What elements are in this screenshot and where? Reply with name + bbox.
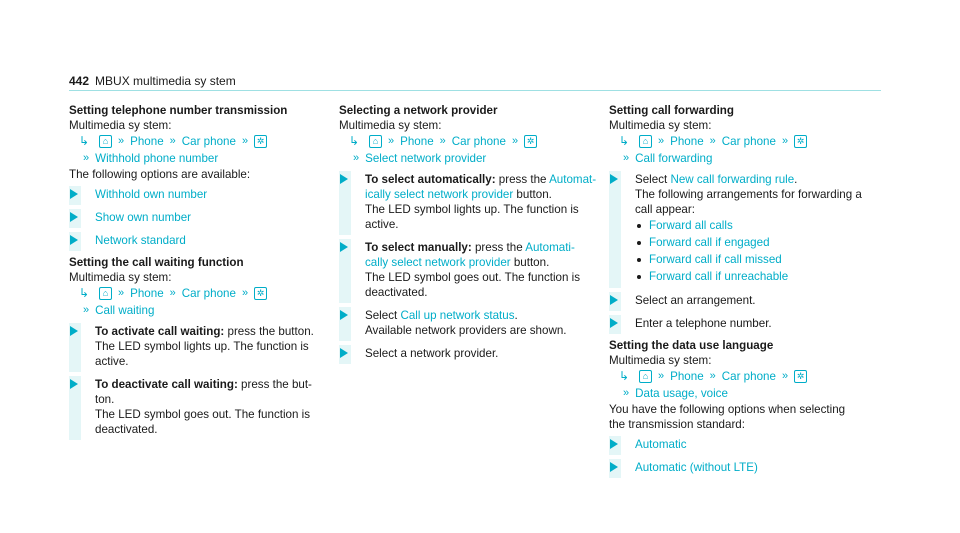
home-icon[interactable]: ⌂ xyxy=(99,287,112,300)
page-header xyxy=(69,72,881,92)
double-chevron-icon: » xyxy=(241,287,249,299)
list-item xyxy=(635,268,871,285)
step-triangle-icon xyxy=(70,326,78,336)
instruction-step xyxy=(69,323,331,372)
step-text: The LED symbol lights up. The function is xyxy=(365,203,579,216)
intro-text: the transmission standard: xyxy=(609,418,745,431)
step-label: To activate call waiting: xyxy=(95,325,225,338)
step-triangle-icon xyxy=(340,348,348,358)
step-text: Select xyxy=(365,309,401,322)
corner-arrow-icon: ↳ xyxy=(79,134,90,148)
settings-icon[interactable]: ✲ xyxy=(524,135,537,148)
step-triangle-icon xyxy=(610,439,618,449)
intro-text: The following options are available: xyxy=(69,168,251,181)
step-text: Available network providers are shown. xyxy=(365,324,567,337)
intro-text: You have the following options when selecting xyxy=(609,403,846,416)
list-item xyxy=(635,251,871,268)
settings-icon[interactable]: ✲ xyxy=(794,135,807,148)
step-text: button. xyxy=(510,256,550,269)
double-chevron-icon: » xyxy=(709,135,716,147)
step-label: To select manually: xyxy=(365,241,472,254)
section-heading: Selecting a network provider xyxy=(339,104,498,117)
list-item xyxy=(635,234,871,251)
settings-icon[interactable]: ✲ xyxy=(254,287,267,300)
option-automatic-without-lte[interactable]: Automatic (without LTE) xyxy=(635,461,758,474)
nav-call-forwarding[interactable]: Call forwarding xyxy=(635,152,713,165)
double-chevron-icon: » xyxy=(353,152,360,164)
corner-arrow-icon: ↳ xyxy=(619,134,630,148)
step-text: The LED symbol lights up. The function is xyxy=(95,340,309,353)
corner-arrow-icon: ↳ xyxy=(349,134,360,148)
nav-data-usage-voice[interactable]: Data usage, voice xyxy=(635,387,728,400)
manual-select-provider-link[interactable]: cally select network provider xyxy=(365,256,511,269)
step-text: active. xyxy=(95,355,129,368)
manual-select-provider-link[interactable]: Automati- xyxy=(525,241,575,254)
system-label: Multimedia sy stem: xyxy=(609,354,712,367)
step-triangle-icon xyxy=(340,242,348,252)
nav-path xyxy=(609,368,871,402)
page-number: 442 xyxy=(69,74,90,88)
double-chevron-icon: » xyxy=(658,135,665,147)
step-text: deactivated. xyxy=(95,423,158,436)
step-text: deactivated. xyxy=(365,286,428,299)
instruction-step xyxy=(609,292,871,311)
option-withhold-own-number[interactable]: Withhold own number xyxy=(95,188,208,201)
home-icon[interactable]: ⌂ xyxy=(369,135,382,148)
step-text: Select a network provider. xyxy=(365,347,499,360)
double-chevron-icon: » xyxy=(118,135,125,147)
step-text: The LED symbol goes out. The function is xyxy=(95,408,311,421)
home-icon[interactable]: ⌂ xyxy=(99,135,112,148)
settings-icon[interactable]: ✲ xyxy=(254,135,267,148)
double-chevron-icon: » xyxy=(169,287,176,299)
corner-arrow-icon: ↳ xyxy=(619,369,630,383)
double-chevron-icon: » xyxy=(439,135,446,147)
double-chevron-icon: » xyxy=(388,135,395,147)
bullet-dot-icon xyxy=(637,258,641,262)
option-step xyxy=(609,436,871,455)
double-chevron-icon: » xyxy=(118,287,125,299)
nav-car-phone[interactable]: Car phone xyxy=(451,135,506,148)
nav-path xyxy=(69,133,331,167)
system-label: Multimedia sy stem: xyxy=(339,119,442,132)
system-label: Multimedia sy stem: xyxy=(609,119,712,132)
call-up-network-status-link[interactable]: Call up network status xyxy=(400,309,515,322)
auto-select-provider-link[interactable]: Automat- xyxy=(549,173,597,186)
option-step xyxy=(609,459,871,478)
auto-select-provider-link[interactable]: ically select network provider xyxy=(365,188,514,201)
forward-if-missed-link[interactable]: Forward call if call missed xyxy=(649,253,782,266)
step-text: Enter a telephone number. xyxy=(635,317,772,330)
section-heading: Setting telephone number transmission xyxy=(69,104,288,117)
step-text: press the xyxy=(495,173,550,186)
double-chevron-icon: » xyxy=(658,370,665,382)
step-triangle-icon xyxy=(340,174,348,184)
forward-all-calls-link[interactable]: Forward all calls xyxy=(649,219,733,232)
double-chevron-icon: » xyxy=(623,152,630,164)
nav-select-network-provider[interactable]: Select network provider xyxy=(365,152,487,165)
home-icon[interactable]: ⌂ xyxy=(639,370,652,383)
section-heading: Setting the call waiting function xyxy=(69,256,244,269)
corner-arrow-icon: ↳ xyxy=(79,286,90,300)
step-text: press the button. xyxy=(224,325,314,338)
nav-call-waiting[interactable]: Call waiting xyxy=(95,304,155,317)
double-chevron-icon: » xyxy=(709,370,716,382)
step-text: call appear: xyxy=(635,203,695,216)
step-triangle-icon xyxy=(70,235,78,245)
section-heading: Setting call forwarding xyxy=(609,104,734,117)
step-text: Select an arrangement. xyxy=(635,294,756,307)
double-chevron-icon: » xyxy=(781,135,789,147)
nav-phone[interactable]: Phone xyxy=(130,135,164,148)
option-network-standard[interactable]: Network standard xyxy=(95,234,186,247)
step-triangle-icon xyxy=(340,310,348,320)
step-triangle-icon xyxy=(610,295,618,305)
bullet-dot-icon xyxy=(637,241,641,245)
column-3 xyxy=(609,103,871,478)
double-chevron-icon: » xyxy=(623,387,630,399)
step-text: The following arrangements for forwarding a xyxy=(635,188,862,201)
instruction-step xyxy=(339,171,601,235)
nav-phone[interactable]: Phone xyxy=(670,135,704,148)
nav-withhold-phone-number[interactable]: Withhold phone number xyxy=(95,152,219,165)
system-label: Multimedia sy stem: xyxy=(69,119,172,132)
bullet-dot-icon xyxy=(637,275,641,279)
step-text: press the but- xyxy=(237,378,312,391)
nav-phone[interactable]: Phone xyxy=(400,135,434,148)
section-heading: Setting the data use language xyxy=(609,339,774,352)
system-label: Multimedia sy stem: xyxy=(69,271,172,284)
step-label: To select automatically: xyxy=(365,173,496,186)
step-text: Select xyxy=(635,173,671,186)
home-icon[interactable]: ⌂ xyxy=(639,135,652,148)
step-triangle-icon xyxy=(70,379,78,389)
settings-icon[interactable]: ✲ xyxy=(794,370,807,383)
double-chevron-icon: » xyxy=(83,304,90,316)
option-automatic[interactable]: Automatic xyxy=(635,438,687,451)
instruction-step xyxy=(339,345,601,364)
nav-phone[interactable]: Phone xyxy=(130,287,164,300)
double-chevron-icon: » xyxy=(83,152,90,164)
nav-car-phone[interactable]: Car phone xyxy=(721,135,776,148)
option-show-own-number[interactable]: Show own number xyxy=(95,211,192,224)
step-triangle-icon xyxy=(610,462,618,472)
step-text: ton. xyxy=(95,393,115,406)
instruction-step xyxy=(609,315,871,334)
option-step xyxy=(69,186,331,205)
step-text: active. xyxy=(365,218,399,231)
double-chevron-icon: » xyxy=(169,135,176,147)
new-call-forwarding-rule-link[interactable]: New call forwarding rule xyxy=(670,173,795,186)
nav-path xyxy=(69,285,331,319)
forward-if-unreachable-link[interactable]: Forward call if unreachable xyxy=(649,270,789,283)
step-triangle-icon xyxy=(70,189,78,199)
instruction-step xyxy=(339,239,601,303)
option-step xyxy=(69,209,331,228)
instruction-step xyxy=(339,307,601,341)
double-chevron-icon: » xyxy=(511,135,519,147)
column-2 xyxy=(339,103,601,364)
nav-path xyxy=(339,133,601,167)
step-text: . xyxy=(794,173,798,186)
list-item xyxy=(635,217,871,234)
nav-path xyxy=(609,133,871,167)
step-triangle-icon xyxy=(610,174,618,184)
option-step xyxy=(69,232,331,251)
step-text: The LED symbol goes out. The function is xyxy=(365,271,581,284)
header-rule xyxy=(69,90,881,91)
step-text: press the xyxy=(471,241,526,254)
header-title: MBUX multimedia sy stem xyxy=(95,74,236,88)
instruction-step xyxy=(609,171,871,288)
step-label: To deactivate call waiting: xyxy=(95,378,238,391)
step-triangle-icon xyxy=(70,212,78,222)
bullet-dot-icon xyxy=(637,224,641,228)
nav-car-phone[interactable]: Car phone xyxy=(181,135,236,148)
instruction-step xyxy=(69,376,331,440)
step-text: . xyxy=(514,309,518,322)
nav-car-phone[interactable]: Car phone xyxy=(721,370,776,383)
forward-if-engaged-link[interactable]: Forward call if engaged xyxy=(649,236,770,249)
double-chevron-icon: » xyxy=(781,370,789,382)
nav-phone[interactable]: Phone xyxy=(670,370,704,383)
double-chevron-icon: » xyxy=(241,135,249,147)
step-text: button. xyxy=(513,188,552,201)
step-triangle-icon xyxy=(610,318,618,328)
nav-car-phone[interactable]: Car phone xyxy=(181,287,236,300)
column-1 xyxy=(69,103,331,440)
